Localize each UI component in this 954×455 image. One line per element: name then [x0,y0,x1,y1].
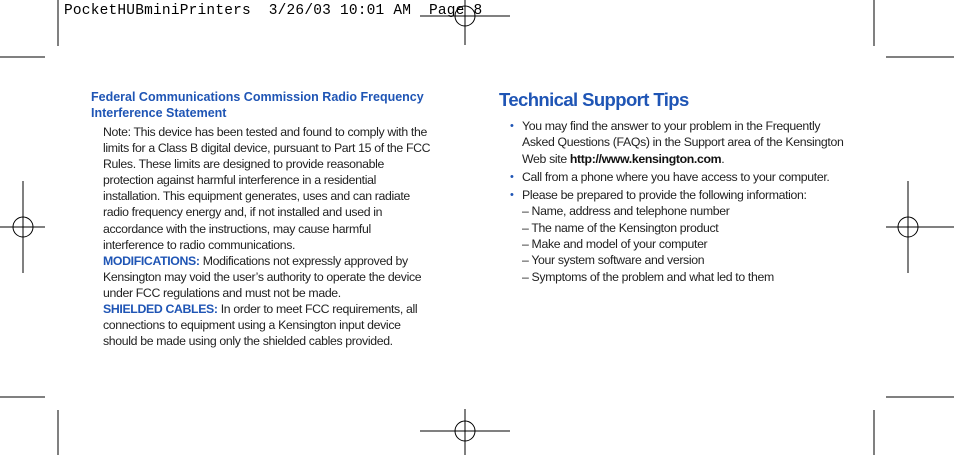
tip-end: . [721,151,725,166]
info-item: – The name of the Kensington product [522,220,719,235]
kensington-url-link[interactable]: http://www.kensington.com [569,151,722,166]
info-item: – Symptoms of the problem and what led to them [522,269,774,284]
fcc-section [91,89,431,349]
registration-mark-bottom [420,409,510,455]
bullet-icon: • [510,170,514,183]
info-item: – Make and model of your computer [522,237,708,252]
tip-item [499,118,849,167]
tip-item [499,169,849,185]
tip-text: Call from a phone where you have access to your computer. [522,169,830,184]
fcc-shielded-cables [103,301,433,349]
bullet-icon: • [510,189,514,202]
shielded-cables-label: SHIELDED CABLES: [103,302,218,317]
support-section [499,89,849,287]
info-item: – Your system software and version [522,253,705,268]
tip-item [499,187,849,285]
fcc-heading: Federal Communications Commission Radio Frequency Interference Statement [91,90,424,120]
info-item: – Name, address and telephone number [522,204,730,219]
modifications-text: Modifications not expressly approved by Kensington may void the user’s authority to operate the device under FCC regulations and must not be made. [103,253,422,300]
fcc-modifications [103,253,433,301]
bullet-icon: • [510,120,514,132]
info-list [522,203,849,284]
file-slug: PocketHUBminiPrinters 3/26/03 10:01 AM Page 8 [64,3,483,19]
fcc-note: Note: This device has been tested and found to comply with the limits for a Class B digital device, pursuant to Part 15 of the FCC Rules. These limits are designed to provide reasonable protection against harmful interference in a residential installation. This equipment generates, uses and can radiate radio frequency energy and, if not installed and used in accordance with the instructions, may cause harmful interference to radio communications. [103,125,431,252]
tip-text: Please be prepared to provide the following information: [522,188,807,203]
modifications-label: MODIFICATIONS: [103,253,200,268]
registration-mark-left [0,181,45,273]
support-title: Technical Support Tips [499,89,689,110]
fcc-body [103,124,433,349]
tip-text: You may find the answer to your problem in the Frequently Asked Questions (FAQs) in the Support area of the Kensington Web site [522,119,844,166]
tips-list [499,118,849,285]
shielded-cables-text: In order to meet FCC requirements, all connections to equipment using a Kensington input device should be made using only the shielded cables provided. [103,302,418,349]
registration-mark-right [886,181,954,273]
